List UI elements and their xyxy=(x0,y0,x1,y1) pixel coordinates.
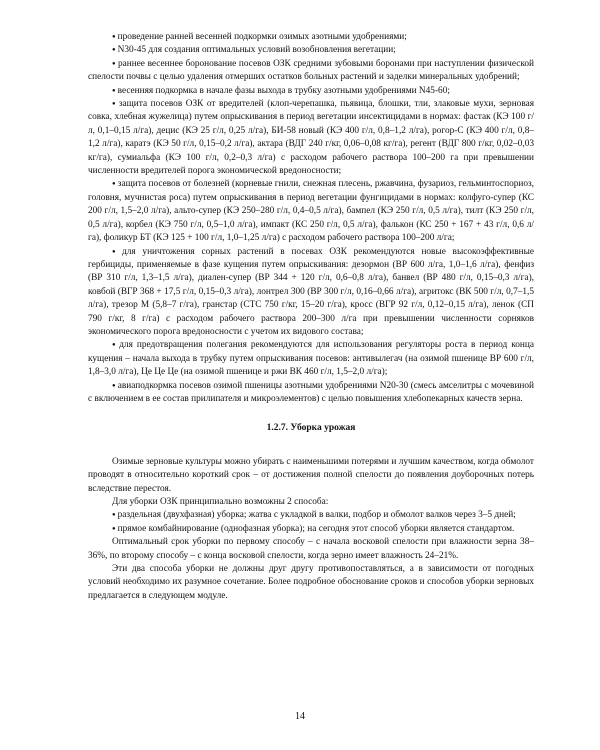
bullet-icon: ● xyxy=(112,87,116,94)
paragraph-text: для уничтожения сорных растений в посевах ОЗК рекомендуются новые высокоэффективные гербициды, применяемые в фазе кущения путем опрыскивания: дезормон (ВР 600 л/га, 1,0–1,6 л/га), фенфиз (ВР 310 г/л, 1,3–1,5 л/га), диален-супер (ВР 344 + 120 г/л, 0,6–0,8 л/га), банвел (ВР 480 г/л, 0,15–0,3 л/га), ковбой (ВГР 368 + 17,5 г/л, 0,15–0,3 л/га), лонтрел 300 (ВР 300 г/л, 0,16–0,66 л/га), агритокс (ВК 500 г/л, 0,7–1,5 л/га), трезор М (5,8–7 г/га), гранстар (СТС 750 г/кг, 15–20 г/га), кросс (ВГР 92 г/л, 0,12–0,15 л/га), ленок (СП 790 г/кг, 8 г/га) с расходом рабочего раствора 200–300 л/га при превышении численности сорняков экономического порога вредоносности с учетом их видового состава; xyxy=(88,246,535,337)
bullet-icon: ● xyxy=(112,181,116,188)
bullet-paragraph xyxy=(88,31,534,44)
bullet-icon: ● xyxy=(112,60,116,67)
bullet-icon: ● xyxy=(112,101,117,108)
paragraph-text: Оптимальный срок уборки по первому способу – с начала восковой спелости при влажности зерна 38–36%, по второму способу – с конца восковой спелости, когда зерно имеет влажность 24–21%. xyxy=(88,537,534,561)
paragraph-text: защита посевов ОЗК от вредителей (клоп-черепашка, пьявица, блошки, тли, злаковые мухи, зерновая совка, хлебная жужелица) путем опрыскивания в период вегетации инсектицидами в нормах: фастак (КЭ 100 г/л, 0,1–0,15 л/га), децис (КЭ 25 г/л, 0,25 л/га), БИ-58 новый (КЭ 400 г/л, 0,8–1,2 л/га), рогор-С (КЭ 400 г/л, 0,8–1,2 л/га), каратэ (КЭ 50 г/л, 0,15–0,2 л/га), актара (ВДГ 240 г/кг, 0,06–0,08 кг/га), регент (ВДГ 800 г/кг, 0,02–0,03 кг/га), сумиальфа (КЭ 100 г/л, 0,2–0,3 л/га) с расходом рабочего раствора 100–200 га при превышении численности вредителей порога экономической вредоносности; xyxy=(88,99,534,177)
recommendations-list xyxy=(88,31,534,406)
paragraph-text: N30-45 для создания оптимальных условий возобновления вегетации; xyxy=(117,45,396,56)
bullet-icon: ● xyxy=(112,47,116,54)
bullet-paragraph xyxy=(88,44,534,57)
bullet-paragraph xyxy=(88,339,534,379)
bullet-icon: ● xyxy=(112,382,116,389)
harvest-text xyxy=(88,456,534,603)
bullet-paragraph xyxy=(88,380,534,407)
bullet-paragraph xyxy=(88,58,534,85)
section-heading: 1.2.7. Уборка урожая xyxy=(266,423,356,434)
bullet-icon: ● xyxy=(112,525,116,532)
bullet-paragraph xyxy=(88,509,534,522)
paragraph-text: Для уборки ОЗК принципиально возможны 2 способа: xyxy=(112,497,329,507)
paragraph xyxy=(88,496,534,509)
bullet-paragraph xyxy=(88,246,534,340)
bullet-paragraph xyxy=(88,98,534,178)
paragraph xyxy=(88,456,534,496)
paragraph-text: проведение ранней весенней подкормки озимых азотными удобрениями; xyxy=(117,32,407,42)
paragraph-text: весенняя подкормка в начале фазы выхода в трубку азотными удобрениями N45-60; xyxy=(117,85,450,96)
paragraph xyxy=(88,536,534,563)
paragraph-text: прямое комбайнирование (однофазная уборка); на сегодня этот способ уборки является стандартом. xyxy=(117,523,515,534)
bullet-icon: ● xyxy=(112,34,116,40)
paragraph-text: раннее весеннее боронование посевов ОЗК средними зубовыми боронами при наступлении физической спелости почвы с целью удаления отмерших остатков больных растений и заделки минеральных удобрений; xyxy=(88,58,534,83)
page-number: 14 xyxy=(295,711,305,722)
paragraph-text: раздельная (двухфазная) уборка; жатва с укладкой в валки, подбор и обмолот валков через 3–5 дней; xyxy=(117,510,516,521)
bullet-icon: ● xyxy=(112,512,116,519)
paragraph-text: Озимые зерновые культуры можно убирать с наименьшими потерями и лучшим качеством, когда обмолот проводят в относительно короткий срок – от достижения полной спелости до появления доуборочных потерь вследствие перестоя. xyxy=(88,456,534,494)
paragraph xyxy=(88,563,534,603)
bullet-paragraph xyxy=(88,523,534,536)
bullet-icon: ● xyxy=(112,342,118,349)
bullet-icon: ● xyxy=(112,248,121,255)
bullet-paragraph xyxy=(88,178,534,245)
bullet-paragraph xyxy=(88,85,534,98)
paragraph-text: для предотвращения полегания рекомендуются для использования регуляторы роста в период конца кущения – начала выхода в трубку путем опрыскивания посевов: антивылегач (на озимой пшенице ВР 600 г/л, 1,8–3,0 л/га), Це Це Це (на озимой пшенице и ржи ВК 460 г/л, 1,5–2,0 л/га); xyxy=(88,340,534,378)
paragraph-text: защита посевов от болезней (корневые гнили, снежная плесень, ржавчина, фузариоз, гельминтоспориоз, головня, мучнистая роса) путем опрыскивания в период вегетации фунгицидами в нормах: колфуго-супер (КС 200 г/л, 1,5–2,0 л/га), альто-супер (КЭ 250–280 г/л, 0,4–0,5 л/га), бампел (КЭ 250 г/л, 0,5 л/га), тилт (КЭ 250 г/л, 0,5 л/га), корбел (КЭ 750 г/л, 0,5–1,0 л/га), импакт (КС 250 г/л, 0,5 л/га), фалькон (КС 250 + 167 + 43 г/л, 0,6 л/га), фоликур БТ (КЭ 125 + 100 г/л, 1,0–1,25 л/га) с расходом рабочего раствора 100–200 л/га; xyxy=(88,179,535,244)
paragraph-text: Эти два способа уборки не должны друг другу противопоставляться, а в зависимости от погодных условий необходимо их разумное сочетание. Более подробное обоснование сроков и способов уборки зерновых предлагается в следующем модуле. xyxy=(88,564,534,601)
paragraph-text: авиаподкормка посевов озимой пшеницы азотными удобрениями N20-30 (смесь амселитры с мочевиной с включением в ее состав прилипателя и микроэлементов) с целью повышения хлебопекарных качеств зерна. xyxy=(88,380,535,404)
